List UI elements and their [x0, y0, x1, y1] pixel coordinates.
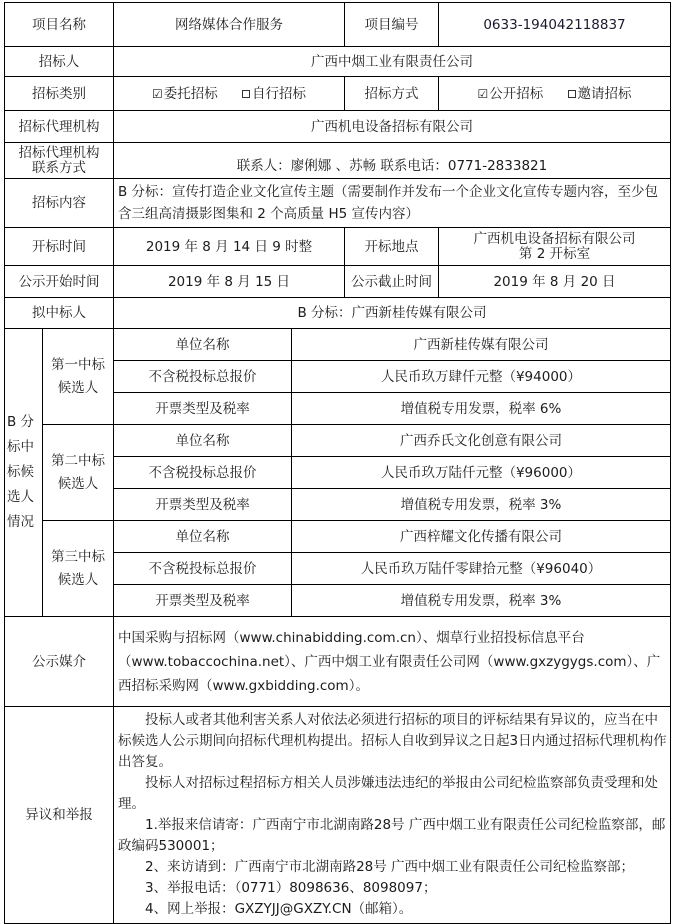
option-invite[interactable] [568, 86, 632, 102]
field-label-name: 单位名称 [114, 521, 292, 553]
candidate-3-name: 广西梓耀文化传播有限公司 [292, 521, 671, 553]
option-self[interactable] [242, 86, 306, 102]
rank-line1: 第一中标 [51, 356, 105, 373]
agency-contact-row [5, 143, 671, 179]
rank-line2: 候选人 [57, 379, 99, 396]
objection-value [114, 707, 671, 924]
project-name-label: 项目名称 [5, 3, 114, 47]
section-label-line: 标中 [7, 439, 34, 455]
candidate-1-rank [43, 329, 114, 425]
unchecked-box-icon[interactable] [242, 90, 250, 98]
section-label-line: 情况 [7, 514, 34, 530]
rank-line1: 第三中标 [51, 548, 105, 565]
opening-time-value: 2019 年 8 月 14 日 9 时整 [114, 228, 345, 266]
proposed-winner-value: B 分标：广西新桂传媒有限公司 [114, 298, 671, 329]
category-label: 招标类别 [5, 77, 114, 111]
content-value: B 分标：宣传打造企业文化宣传主题（需要制作并发布一个企业文化宣传专题内容，至少包含三组高清摄影图集和 2 个高质量 H5 宣传内容） [114, 179, 671, 228]
project-name-value: 网络媒体合作服务 [114, 3, 345, 47]
project-code-label: 项目编号 [345, 3, 439, 47]
option-invite-label: 邀请招标 [577, 85, 632, 102]
media-row [5, 617, 671, 707]
opening-place-value [439, 228, 671, 266]
report-item-1: 1.举报来信请寄：广西南宁市北湖南路28号 广西中烟工业有限责任公司纪检监察部，邮政编码530001； [118, 817, 666, 854]
checked-box-icon[interactable]: ☑ [151, 86, 163, 101]
agency-label: 招标代理机构 [5, 111, 114, 143]
candidate-2-name: 广西乔氏文化创意有限公司 [292, 425, 671, 457]
proposed-winner-row [5, 298, 671, 329]
opening-row [5, 228, 671, 266]
agency-contact-label [5, 143, 114, 179]
publicity-row [5, 266, 671, 298]
section-label-line: B 分 [7, 414, 35, 430]
candidate-row [5, 521, 671, 553]
project-code-value: 0633-194042118837 [439, 3, 671, 47]
candidate-1-price: 人民币玖万肆仟元整（¥94000） [292, 361, 671, 393]
category-row [5, 77, 671, 111]
field-label-invoice: 开票类型及税率 [114, 585, 292, 617]
tenderer-value: 广西中烟工业有限责任公司 [114, 47, 671, 77]
candidate-1-name: 广西新桂传媒有限公司 [292, 329, 671, 361]
opening-place-line1: 广西机电设备招标有限公司 [473, 230, 636, 247]
agency-row [5, 111, 671, 143]
option-open-label: 公开招标 [489, 85, 544, 102]
report-item-2: 2、来访请到：广西南宁市北湖南路28号 广西中烟工业有限责任公司纪检监察部； [145, 859, 635, 875]
media-value: 中国采购与招标网（www.chinabidding.com.cn）、烟草行业招投标信息平台（www.tobaccochina.net）、广西中烟工业有限责任公司网（www.gxzygygs.com）、广西招标采购网（www.gxbidding.com）。 [114, 617, 671, 707]
rank-line2: 候选人 [57, 571, 99, 588]
opening-time-label: 开标时间 [5, 228, 114, 266]
section-label-line: 选人 [7, 489, 34, 505]
candidate-1-invoice: 增值税专用发票，税率 6% [292, 393, 671, 425]
field-label-name: 单位名称 [114, 425, 292, 457]
publicity-start-label: 公示开始时间 [5, 266, 114, 298]
rank-line2: 候选人 [57, 475, 99, 492]
option-entrusted-label: 委托招标 [163, 85, 218, 102]
report-item-4: 4、网上举报：GXZYJJ@GXZY.CN（邮箱）。 [145, 901, 413, 917]
report-item-3: 3、举报电话：（0771）8098636、8098097； [145, 880, 437, 896]
candidate-row [5, 425, 671, 457]
bid-result-table [4, 2, 671, 924]
publicity-end-label: 公示截止时间 [345, 266, 439, 298]
objection-para-2: 投标人对招标过程招标方相关人员涉嫌违法违纪的举报由公司纪检监察部负责受理和处理。 [118, 775, 658, 812]
content-label: 招标内容 [5, 179, 114, 228]
agency-contact-label-line1: 招标代理机构 [18, 144, 100, 161]
candidate-row [5, 329, 671, 361]
field-label-price: 不含税投标总报价 [114, 553, 292, 585]
field-label-name: 单位名称 [114, 329, 292, 361]
method-options [439, 77, 671, 111]
content-row [5, 179, 671, 228]
field-label-invoice: 开票类型及税率 [114, 393, 292, 425]
candidate-2-rank [43, 425, 114, 521]
candidate-3-price: 人民币玖万陆仟零肆拾元整（¥96040） [292, 553, 671, 585]
objection-row [5, 707, 671, 924]
tenderer-row [5, 47, 671, 77]
field-label-invoice: 开票类型及税率 [114, 489, 292, 521]
agency-contact-value: 联系人：廖俐娜 、苏畅 联系电话：0771-2833821 [114, 143, 671, 179]
objection-para-1: 投标人或者其他利害关系人对依法必须进行招标的项目的评标结果有异议的，应当在中标候选人公示期间向招标代理机构提出。招标人自收到异议之日起3日内通过招标代理机构作出答复。 [118, 712, 667, 770]
field-label-price: 不含税投标总报价 [114, 457, 292, 489]
category-options [114, 77, 345, 111]
agency-value: 广西机电设备招标有限公司 [114, 111, 671, 143]
agency-contact-label-line2: 联系方式 [32, 159, 86, 176]
option-open[interactable] [477, 86, 543, 102]
option-self-label: 自行招标 [252, 85, 307, 102]
checked-box-icon[interactable]: ☑ [477, 86, 489, 101]
candidate-2-invoice: 增值税专用发票，税率 3% [292, 489, 671, 521]
option-entrusted[interactable] [152, 86, 218, 102]
candidates-section-label [5, 329, 43, 617]
field-label-price: 不含税投标总报价 [114, 361, 292, 393]
candidate-3-invoice: 增值税专用发票，税率 3% [292, 585, 671, 617]
opening-place-line2: 第 2 开标室 [518, 245, 591, 262]
candidate-3-rank [43, 521, 114, 617]
project-row [5, 3, 671, 47]
opening-place-label: 开标地点 [345, 228, 439, 266]
publicity-end-value: 2019 年 8 月 20 日 [439, 266, 671, 298]
proposed-winner-label: 拟中标人 [5, 298, 114, 329]
tenderer-label: 招标人 [5, 47, 114, 77]
method-label: 招标方式 [345, 77, 439, 111]
media-label: 公示媒介 [5, 617, 114, 707]
section-label-line: 标候 [7, 464, 34, 480]
unchecked-box-icon[interactable] [568, 90, 576, 98]
objection-label: 异议和举报 [5, 707, 114, 924]
publicity-start-value: 2019 年 8 月 15 日 [114, 266, 345, 298]
rank-line1: 第二中标 [51, 452, 105, 469]
candidate-2-price: 人民币玖万陆仟元整（¥96000） [292, 457, 671, 489]
